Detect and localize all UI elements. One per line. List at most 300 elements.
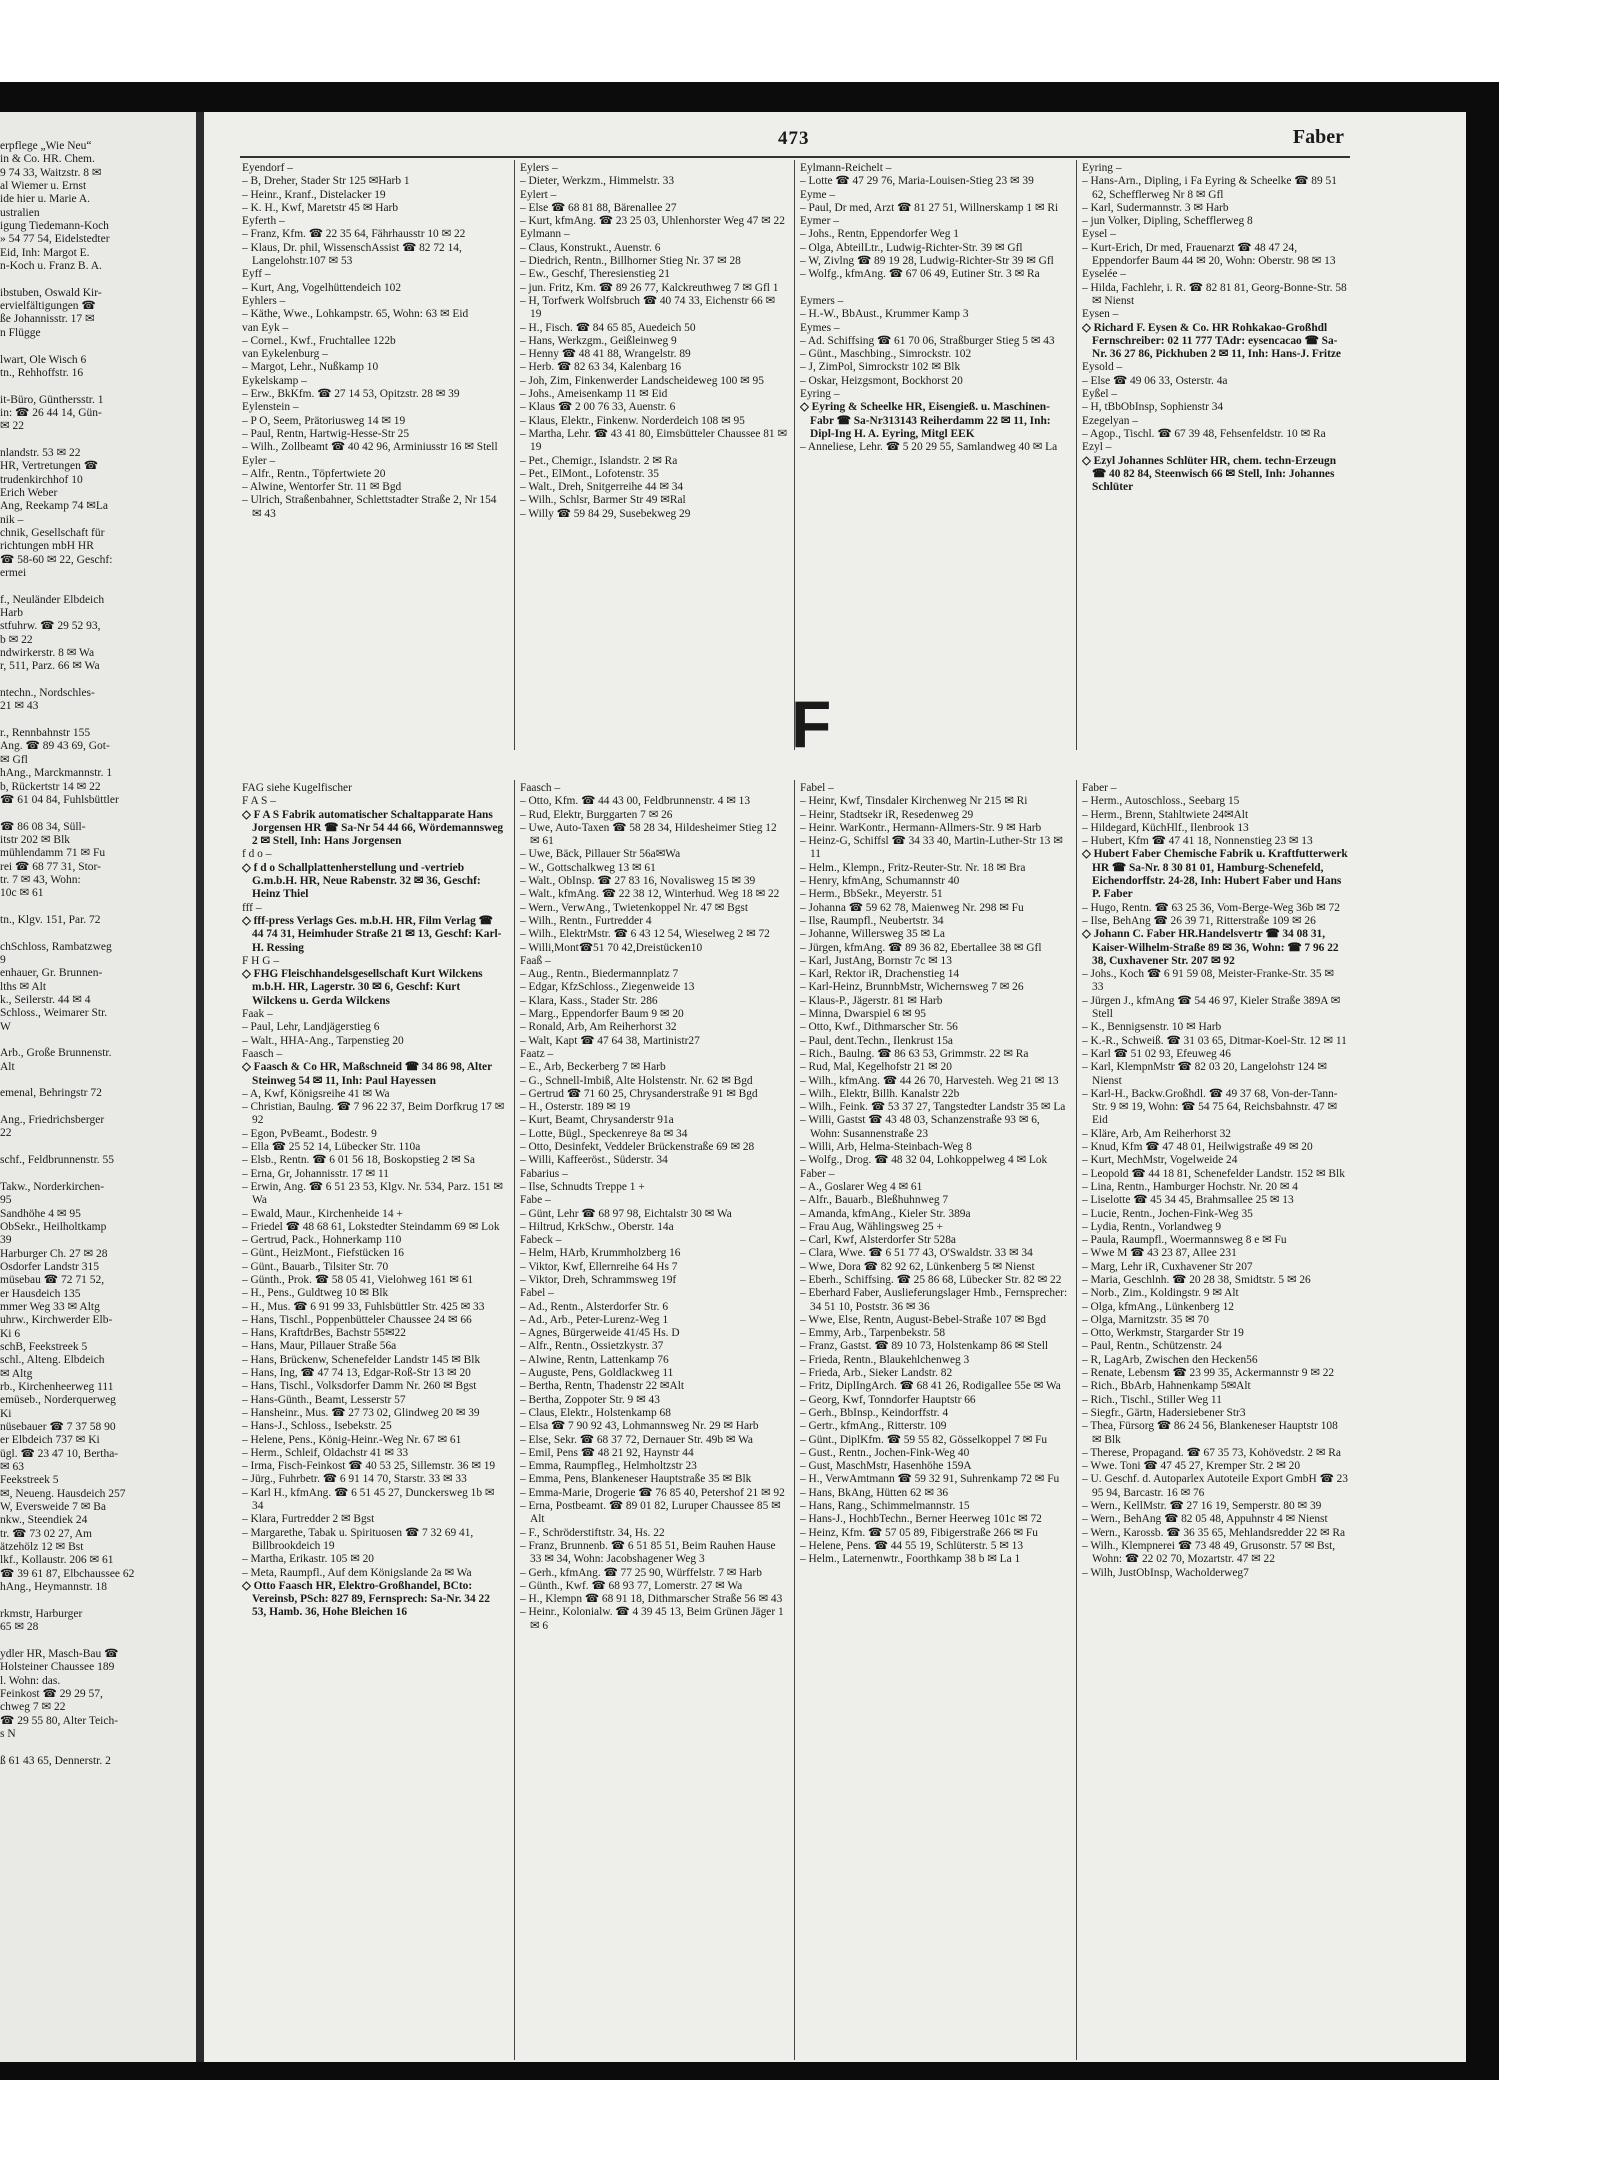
directory-entry: – Lydia, Rentn., Vorlandweg 9	[1082, 1220, 1222, 1233]
directory-entry: – Hans, Ing, ☎ 47 74 13, Edgar-Roß-Str 13 ✉ 20	[242, 1367, 471, 1380]
top-column-4	[1082, 162, 1348, 747]
directory-entry: – Gertrud, Pack., Hohnerkamp 110	[242, 1234, 402, 1247]
directory-entry: – W., Gottschalkweg 13 ✉ 61	[520, 861, 656, 874]
surname-heading: van Eykelenburg –	[242, 348, 328, 361]
firm-entry: ◇ Ezyl Johannes Schlüter HR, chem. techn-Erzeugn ☎ 40 82 84, Steenwisch 66 ✉ Stell, Inh: Johannes Schlüter	[1082, 454, 1337, 494]
directory-entry: – Karl H., kfmAng. ☎ 6 51 45 27, Dunckersweg 1b ✉ 34	[242, 1486, 495, 1513]
directory-entry: – Agop., Tischl. ☎ 67 39 48, Fehsenfeldstr. 10 ✉ Ra	[1082, 427, 1326, 440]
directory-entry	[0, 901, 196, 914]
directory-entry: rkmstr, Harburger	[0, 1607, 83, 1620]
surname-heading: Faber –	[1082, 782, 1117, 794]
directory-entry: – K. H., Kwf, Maretstr 45 ✉ Harb	[242, 201, 399, 214]
directory-entry: igung Tiedemann-Koch	[0, 220, 109, 233]
directory-entry: – Wilh., Zollbeamt ☎ 40 42 96, Arminiusstr 16 ✉ Stell	[242, 441, 498, 454]
surname-heading: Eylers –	[520, 162, 558, 174]
directory-entry: – Heinz, Kfm. ☎ 57 05 89, Fibigerstraße 266 ✉ Fu	[800, 1526, 1038, 1539]
surname-heading: Faaß –	[520, 954, 551, 967]
directory-entry: l. Wohn: das.	[0, 1674, 61, 1687]
directory-entry: – Wwe, Else, Rentn, August-Bebel-Straße 107 ✉ Bgd	[800, 1313, 1046, 1326]
directory-entry: – Otto, Desinfekt, Veddeler Brückenstraße 69 ✉ 28	[520, 1141, 755, 1154]
column-divider	[1076, 160, 1077, 750]
directory-entry: – Johs., Rentn, Eppendorfer Weg 1	[800, 228, 959, 241]
directory-entry: uhrw., Kirchwerder Elb-	[0, 1314, 113, 1327]
surname-heading: Eylert –	[520, 188, 557, 201]
directory-entry: – Eberhard Faber, Auslieferungslager Hmb., Fernsprecher: 34 51 10, Poststr. 36 ✉ 36	[800, 1287, 1068, 1313]
directory-entry: – Helm., Klempn., Fritz-Reuter-Str. Nr. 18 ✉ Bra	[800, 861, 1026, 874]
surname-heading: f d o –	[242, 848, 272, 861]
surname-heading: Eykelskamp –	[242, 374, 307, 387]
directory-entry: – Gertr., kfmAng., Ritterstr. 109	[800, 1420, 947, 1433]
directory-entry: – Eberh., Schiffsing. ☎ 25 86 68, Lübecker Str. 82 ✉ 22	[800, 1273, 1062, 1286]
directory-entry: – Klaus, Elektr., Finkenw. Norderdeich 108 ✉ 95	[520, 414, 745, 427]
directory-entry: – Bertha, Rentn, Thadenstr 22 ✉Alt	[520, 1380, 685, 1393]
firm-entry: ◇ f d o Schallplattenherstellung und -vertrieb G.m.b.H. HR, Neue Rabenstr. 32 ✉ 36, Geschf: Heinz Thiel	[242, 861, 481, 901]
directory-entry: HR, Vertretungen ☎	[0, 460, 99, 473]
directory-entry: – Norb., Zim., Koldingstr. 9 ✉ Alt	[1082, 1287, 1239, 1300]
directory-entry: müsebau ☎ 72 71 52,	[0, 1274, 105, 1287]
directory-entry: – Henny ☎ 48 41 88, Wrangelstr. 89	[520, 348, 691, 361]
top-column-1	[242, 162, 507, 747]
directory-entry: – Erna, Gr, Johannisstr. 17 ✉ 11	[242, 1167, 389, 1180]
directory-entry: – Emmy, Arb., Tarpenbekstr. 58	[800, 1327, 946, 1340]
directory-entry: – Cornel., Kwf., Fruchtallee 122b	[242, 334, 396, 347]
directory-entry: ydler HR, Masch-Bau ☎	[0, 1647, 119, 1660]
directory-entry: – Paul, Rentn, Hartwig-Hesse-Str 25	[242, 427, 410, 440]
directory-entry	[0, 1167, 196, 1180]
directory-entry: – Joh, Zim, Finkenwerder Landscheideweg 100 ✉ 95	[520, 374, 764, 387]
directory-entry: schf., Feldbrunnenstr. 55	[0, 1154, 115, 1167]
directory-entry: – Walt., kfmAng. ☎ 22 38 12, Winterhud. Weg 18 ✉ 22	[520, 888, 780, 901]
directory-entry: – Meta, Raumpfl., Auf dem Königslande 2a ✉ Wa	[242, 1566, 472, 1579]
directory-entry: Alt	[0, 1060, 15, 1073]
directory-entry: FAG siehe Kugelfischer	[242, 782, 352, 794]
directory-entry: lkf., Kollaustr. 206 ✉ 61	[0, 1554, 114, 1567]
directory-entry: – Paul, Rentn., Schützenstr. 24	[1082, 1340, 1222, 1353]
directory-entry: – Pet., ElMont., Lofotenstr. 35	[520, 467, 659, 480]
directory-entry: n Flügge	[0, 326, 41, 339]
directory-entry: – Günt., HeizMont., Fiefstücken 16	[242, 1247, 404, 1260]
directory-entry: – Hugo, Rentn. ☎ 63 25 36, Vom-Berge-Weg 36b ✉ 72	[1082, 901, 1340, 914]
directory-entry: – U. Geschf. d. Autoparlex Autoteile Export GmbH ☎ 23 95 94, Barcastr. 16 ✉ 76	[1082, 1473, 1348, 1499]
directory-entry: – Hans, Tischl., Volksdorfer Damm Nr. 260 ✉ Bgst	[242, 1380, 477, 1393]
directory-entry: – Otto, Kwf., Dithmarscher Str. 56	[800, 1021, 958, 1034]
directory-entry: – Claus, Konstrukt., Auenstr. 6	[520, 241, 661, 254]
directory-entry: schB, Feekstreek 5	[0, 1340, 88, 1353]
directory-entry: – A., Goslarer Weg 4 ✉ 61	[800, 1180, 923, 1193]
directory-entry: ☎ 39 61 87, Elbchaussee 62	[0, 1567, 135, 1580]
directory-entry: – Karl-H., Backw.Großhdl. ☎ 49 37 68, Von-der-Tann-Str. 9 ✉ 19, Wohn: ☎ 54 75 64, Reichsbahnstr. 47 ✉ Eid	[1082, 1087, 1338, 1127]
directory-entry: Erich Weber	[0, 486, 58, 499]
directory-entry	[0, 1141, 196, 1154]
directory-entry: – Elsa ☎ 7 90 92 43, Lohmannsweg Nr. 29 ✉ Harb	[520, 1420, 759, 1433]
directory-entry: – Heinr, Stadtsekr iR, Resedenweg 29	[800, 808, 974, 821]
directory-entry: – Gertrud ☎ 71 60 25, Chrysanderstraße 91 ✉ Bgd	[520, 1087, 758, 1100]
directory-entry: 39	[0, 1234, 12, 1247]
directory-entry: 10c ✉ 61	[0, 887, 44, 900]
directory-entry: – Günt., Bauarb., Tilsiter Str. 70	[242, 1260, 389, 1273]
surname-heading: Eylmann –	[520, 228, 570, 241]
surname-heading: F H G –	[242, 954, 280, 967]
directory-entry: – A, Kwf, Königsreihe 41 ✉ Wa	[242, 1087, 390, 1100]
directory-entry: – H., Osterstr. 189 ✉ 19	[520, 1101, 631, 1114]
running-head: Faber	[1292, 126, 1344, 148]
surname-heading: Eyff –	[242, 268, 271, 281]
directory-entry: – Ronald, Arb, Am Reiherhorst 32	[520, 1021, 677, 1034]
column-divider	[794, 780, 795, 2060]
bottom-column-2	[520, 782, 788, 2057]
surname-heading: Faber –	[800, 1167, 835, 1180]
directory-entry: – Rud, Elektr, Burggarten 7 ✉ 26	[520, 808, 673, 821]
directory-entry: stfuhrw. ☎ 29 52 93,	[0, 620, 101, 633]
column-divider	[514, 160, 515, 750]
directory-entry: – H, Torfwerk Wolfsbruch ☎ 40 74 33, Eichenstr 66 ✉ 19	[520, 294, 776, 321]
directory-entry	[0, 1101, 196, 1114]
directory-entry: – R, LagArb, Zwischen den Hecken56	[1082, 1353, 1258, 1366]
directory-entry: 9 74 33, Waitzstr. 8 ✉	[0, 166, 102, 179]
directory-entry: – Hans, Brückenw, Schenefelder Landstr 145 ✉ Blk	[242, 1353, 481, 1366]
directory-entry: – Helm., Laternenwtr., Foorthkamp 38 b ✉ La 1	[800, 1553, 1021, 1566]
page-number: 473	[778, 128, 810, 149]
directory-entry: tn., Klgv. 151, Par. 72	[0, 913, 101, 926]
directory-entry: chnik, Gesellschaft für	[0, 526, 105, 539]
directory-entry: – H., VerwAmtmann ☎ 59 32 91, Suhrenkamp 72 ✉ Fu	[800, 1473, 1060, 1486]
directory-entry: ustralien	[0, 206, 40, 219]
firm-entry: ◇ Otto Faasch HR, Elektro-Großhandel, BCto: Vereinsb, PSch: 827 89, Fernsprech: Sa-Nr. 34 22 53, Hamb. 36, Hohe Bleichen 16	[242, 1579, 490, 1619]
directory-entry	[0, 273, 196, 286]
directory-entry: – Heinr., Kranf., Distelacker 19	[242, 188, 386, 201]
directory-entry: – Hans, Rang., Schimmelmannstr. 15	[800, 1500, 970, 1513]
directory-entry: – Heinz-G, Schiffsl ☎ 34 33 40, Martin-Luther-Str 13 ✉ 11	[800, 835, 1063, 861]
column-divider	[1076, 780, 1077, 2060]
directory-entry: k., Seilerstr. 44 ✉ 4	[0, 994, 91, 1006]
directory-entry: – Amanda, kfmAng., Kieler Str. 389a	[800, 1207, 971, 1220]
directory-entry: – Kurt, MechMstr, Vogelweide 24	[1082, 1154, 1238, 1167]
directory-entry: – Margot, Lehr., Nußkamp 10	[242, 361, 379, 374]
directory-entry: enhauer, Gr. Brunnen-	[0, 967, 103, 980]
left-page-fragment	[0, 112, 196, 2062]
section-letter: F	[791, 687, 832, 761]
directory-entry: – Kläre, Arb, Am Reiherhorst 32	[1082, 1127, 1232, 1140]
directory-entry: – H., Pens., Guldtweg 10 ✉ Blk	[242, 1287, 389, 1300]
directory-entry: – Gust, MaschMstr, Hasenhöhe 159A	[800, 1460, 972, 1473]
directory-entry: ibstuben, Oswald Kir-	[0, 286, 102, 299]
header-rule	[240, 156, 1350, 158]
column-divider	[794, 160, 795, 750]
directory-entry: 9	[0, 953, 6, 966]
directory-entry: s N	[0, 1727, 16, 1740]
directory-entry: – Paula, Raumpfl., Woermannsweg 8 e ✉ Fu	[1082, 1234, 1287, 1247]
directory-entry: lwart, Ole Wisch 6	[0, 353, 87, 366]
surname-heading: Faatz –	[520, 1047, 554, 1060]
directory-entry: – Herm., BbSekr., Meyerstr. 51	[800, 888, 943, 901]
directory-entry: ße Johannisstr. 17 ✉	[0, 313, 95, 326]
directory-entry: – Gerh., BbInsp., Keindorffstr. 4	[800, 1406, 949, 1419]
directory-entry: – Rich., BbArb, Hahnenkamp 5✉Alt	[1082, 1380, 1251, 1393]
surname-heading: Fabe –	[520, 1194, 551, 1207]
firm-entry: ◇ F A S Fabrik automatischer Schaltapparate Hans Jorgensen HR ☎ Sa-Nr 54 44 66, Wördemannsweg 2 ✉ Stell, Inh: Hans Jorgensen	[242, 808, 504, 848]
directory-entry: Harburger Ch. 27 ✉ 28	[0, 1247, 108, 1260]
directory-entry: tr. ☎ 73 02 27, Am	[0, 1527, 92, 1540]
directory-entry: al Wiemer u. Ernst	[0, 180, 87, 193]
directory-entry: – H, tBbObInsp, Sophienstr 34	[1082, 401, 1224, 414]
directory-entry: – Karl, KlempnMstr ☎ 82 03 20, Langelohstr 124 ✉ Nienst	[1082, 1061, 1327, 1087]
directory-entry: – Wwe. Toni ☎ 47 45 27, Kremper Str. 2 ✉ 20	[1082, 1460, 1301, 1473]
directory-entry: richtungen mbH HR	[0, 540, 94, 553]
firm-entry: ◇ fff-press Verlags Ges. m.b.H. HR, Film Verlag ☎ 44 74 31, Heimhuder Straße 21 ✉ 13, Geschf: Karl-H. Ressing	[242, 914, 502, 954]
directory-entry: Holsteiner Chaussee 189	[0, 1661, 115, 1674]
directory-entry: – Karl, Rektor iR, Drachenstieg 14	[800, 968, 960, 981]
directory-entry: – Wilh., kfmAng. ☎ 44 26 70, Harvestеh. Weg 21 ✉ 13	[800, 1074, 1059, 1087]
directory-entry: – Hiltrud, KrkSchw., Oberstr. 14a	[520, 1220, 674, 1233]
surname-heading: nik –	[0, 513, 24, 526]
directory-entry: – Wolfg., Drog. ☎ 48 32 04, Lohkoppelweg 4 ✉ Lok	[800, 1154, 1048, 1167]
directory-entry: – Herm., Schleif, Oldachstr 41 ✉ 33	[242, 1446, 409, 1459]
surname-heading: Eysel –	[1082, 228, 1116, 241]
directory-entry: ObSekr., Heilholtkamp	[0, 1220, 107, 1233]
directory-entry: – Egon, PvBeamt., Bodestr. 9	[242, 1127, 377, 1140]
directory-entry: – Walt., Dreh, Snitgerreihe 44 ✉ 34	[520, 481, 684, 494]
directory-entry: – Johs., Koch ☎ 6 91 59 08, Meister-Franke-Str. 35 ✉ 33	[1082, 968, 1334, 994]
directory-entry: – Minna, Dwarspiel 6 ✉ 95	[800, 1008, 926, 1021]
directory-entry: 95	[0, 1194, 12, 1207]
directory-entry: – Kurt, Beamt, Chrysanderstr 91a	[520, 1114, 674, 1127]
directory-entry: Harb	[0, 607, 23, 620]
directory-entry: – Kurt, Ang, Vogelhüttendeich 102	[242, 281, 402, 294]
directory-entry: – Emil, Pens ☎ 48 21 92, Haynstr 44	[520, 1446, 694, 1459]
directory-entry: – Ilse, BehAng ☎ 26 39 71, Ritterstraße 109 ✉ 26	[1082, 914, 1316, 927]
directory-entry: 65 ✉ 28	[0, 1621, 39, 1634]
directory-entry: – Liselotte ☎ 45 34 45, Brahmsallee 25 ✉ 13	[1082, 1194, 1294, 1207]
directory-entry: – Günth., Prok. ☎ 58 05 41, Vielohweg 161 ✉ 61	[242, 1273, 474, 1286]
directory-entry: – Johs., Ameisenkamp 11 ✉ Eid	[520, 388, 668, 401]
directory-entry: – Marg., Eppendorfer Baum 9 ✉ 20	[520, 1008, 684, 1021]
surname-heading: Eyhlers –	[242, 294, 286, 307]
directory-entry: – Rich., Baulng. ☎ 86 63 53, Grimmstr. 22 ✉ Ra	[800, 1047, 1029, 1060]
directory-entry: trudenkirchhof 10	[0, 473, 83, 486]
directory-entry: – Wilh., ElektrMstr. ☎ 6 43 12 54, Wieselweg 2 ✉ 72	[520, 928, 770, 941]
directory-page	[204, 112, 1466, 2062]
directory-entry: – Hansheinr., Mus. ☎ 27 73 02, Glindweg 20 ✉ 39	[242, 1406, 480, 1419]
directory-entry: – Rich., Tischl., Stiller Weg 11	[1082, 1393, 1222, 1406]
directory-entry: – Diedrich, Rentn., Billhorner Stieg Nr. 37 ✉ 28	[520, 255, 741, 268]
directory-entry: – W, Zivlng ☎ 89 19 28, Ludwig-Richter-Str 39 ✉ Gfl	[800, 255, 1054, 268]
directory-entry: – Hans, BkAng, Hütten 62 ✉ 36	[800, 1486, 949, 1499]
directory-entry: – Therese, Propagand. ☎ 67 35 73, Kohövedstr. 2 ✉ Ra	[1082, 1446, 1341, 1459]
book-gutter	[196, 112, 204, 2062]
directory-entry: – Karl-Heinz, BrunnbMstr, Wichernsweg 7 ✉ 26	[800, 981, 1024, 994]
directory-entry: – Friedel ☎ 48 68 61, Lokstedter Steindamm 69 ✉ Lok	[242, 1220, 500, 1233]
directory-entry: – Wilh., Rentn., Furtredder 4	[520, 914, 652, 927]
directory-entry: r, 511, Parz. 66 ✉ Wa	[0, 660, 100, 673]
directory-entry: tn., Rehhoffstr. 16	[0, 366, 84, 379]
directory-entry	[0, 714, 196, 727]
directory-entry: – Otto, Werkmstr, Stargarder Str 19	[1082, 1327, 1244, 1340]
directory-entry: – H., Mus. ☎ 6 91 99 33, Fuhlsbüttler Str. 425 ✉ 33	[242, 1300, 485, 1313]
surname-heading: Eyferth –	[242, 215, 285, 228]
directory-entry: – Agnes, Bürgerweide 41/45 Hs. D	[520, 1327, 680, 1340]
directory-entry: n-Koch u. Franz B. A.	[0, 260, 102, 273]
directory-entry: erpflege „Wie Neu“	[0, 140, 92, 152]
directory-entry: – K.-R., Schweiß. ☎ 31 03 65, Ditmar-Koel-Str. 12 ✉ 11	[1082, 1034, 1347, 1047]
directory-entry: ügl. ☎ 23 47 10, Bertha-	[0, 1447, 119, 1460]
directory-entry: ervielfältigungen ☎	[0, 300, 96, 313]
directory-entry: – Maria, Geschlnh. ☎ 20 28 38, Smidtstr. 5 ✉ 26	[1082, 1273, 1311, 1286]
directory-entry: – Viktor, Dreh, Schrammsweg 19f	[520, 1273, 677, 1286]
directory-entry: – Walt., ObInsp. ☎ 27 83 16, Novalisweg 15 ✉ 39	[520, 875, 756, 888]
directory-entry: nüsebauer ☎ 7 37 58 90	[0, 1421, 116, 1433]
directory-entry: – Alfr., Rentn., Ossietzkystr. 37	[520, 1340, 664, 1353]
directory-entry: – Herm., Autoschloss., Seebarg 15	[1082, 795, 1240, 808]
directory-entry: – Lucie, Rentn., Jochen-Fink-Weg 35	[1082, 1207, 1253, 1220]
directory-entry: Ki	[0, 1407, 12, 1420]
directory-entry: – Else ☎ 49 06 33, Osterstr. 4a	[1082, 374, 1228, 387]
directory-entry: b, Rückertstr 14 ✉ 22	[0, 780, 101, 793]
directory-entry: – Uwe, Auto-Taxen ☎ 58 28 34, Hildesheimer Stieg 12 ✉ 61	[520, 821, 777, 848]
surname-heading: Fabel –	[800, 782, 834, 794]
directory-entry: emenal, Behringstr 72	[0, 1087, 102, 1100]
directory-entry: Ki 6	[0, 1327, 21, 1340]
directory-entry: – Franz, Kfm. ☎ 22 35 64, Fährhausstr 10 ✉ 22	[242, 228, 466, 241]
directory-entry: – Claus, Elektr., Holstenkamp 68	[520, 1406, 671, 1419]
directory-entry: – Uwe, Bäck, Pillauer Str 56a✉Wa	[520, 848, 681, 861]
directory-entry: – Ad., Arb., Peter-Lurenz-Weg 1	[520, 1313, 669, 1326]
directory-entry: – Klara, Furtredder 2 ✉ Bgst	[242, 1513, 375, 1526]
surname-heading: Faak –	[242, 1008, 273, 1021]
directory-entry: – Heinr. WarKontr., Hermann-Allmers-Str. 9 ✉ Harb	[800, 821, 1042, 834]
directory-entry: – Frieda, Arb., Sieker Landstr. 82	[800, 1367, 953, 1380]
directory-entry: – Wern., Karossb. ☎ 36 35 65, Mehlandsredder 22 ✉ Ra	[1082, 1526, 1346, 1539]
firm-entry: ◇ Eyring & Scheelke HR, Eisengieß. u. Maschinen-Fabr ☎ Sa-Nr313143 Reiherdamm 22 ✉ 11, Inh: Dipl-Ing H. A. Eyring, Mitgl EEK	[800, 401, 1051, 440]
directory-entry: – Alfr., Bauarb., Bleßhuhnweg 7	[800, 1194, 949, 1207]
directory-entry: – Hans-Arn., Dipling, i Fa Eyring & Scheelke ☎ 89 51 62, Schefflerweg Nr 8 ✉ Gfl	[1082, 175, 1337, 201]
directory-entry: – Helene, Pens. ☎ 44 55 19, Schlüterstr. 5 ✉ 13	[800, 1539, 1024, 1552]
directory-entry: – Käthe, Wwe., Lohkampstr. 65, Wohn: 63 ✉ Eid	[242, 308, 469, 321]
directory-entry: – Clara, Wwe. ☎ 6 51 77 43, O'Swaldstr. 33 ✉ 34	[800, 1247, 1033, 1260]
surname-heading: Fabel –	[520, 1287, 554, 1300]
directory-entry: – Jürgen, kfmAng. ☎ 89 36 82, Ebertallee 38 ✉ Gfl	[800, 941, 1042, 954]
directory-entry: – Willi, Arb, Helma-Steinbach-Weg 8	[800, 1141, 972, 1154]
directory-entry: – Walt., HHA-Ang., Tarpenstieg 20	[242, 1034, 404, 1047]
directory-entry: – F., Schröderstiftstr. 34, Hs. 22	[520, 1526, 665, 1539]
directory-entry: in: ☎ 26 44 14, Gün-	[0, 406, 102, 419]
directory-entry: Osdorfer Landstr 315	[0, 1260, 100, 1273]
directory-entry: – Jürg., Fuhrbetr. ☎ 6 91 14 70, Starstr. 33 ✉ 33	[242, 1473, 467, 1486]
directory-entry	[0, 927, 196, 940]
directory-entry	[0, 1594, 196, 1607]
directory-entry: – Hans, Werkzgm., Geißleinweg 9	[520, 334, 677, 347]
directory-entry: – Johanne, Willersweg 35 ✉ La	[800, 928, 945, 941]
directory-entry: Sandhöhe 4 ✉ 95	[0, 1207, 81, 1220]
directory-entry: – Kurt-Erich, Dr med, Frauenarzt ☎ 48 47 24, Eppendorfer Baum 44 ✉ 20, Wohn: Oberstr. 98 ✉ 13	[1082, 241, 1336, 268]
directory-entry: Ang. ☎ 89 43 69, Got-	[0, 740, 110, 753]
directory-entry: – Paul, Lehr, Landjägerstieg 6	[242, 1021, 380, 1034]
directory-entry: – Erw., BkKfm. ☎ 27 14 53, Opitzstr. 28 ✉ 39	[242, 388, 460, 401]
bottom-column-1	[242, 782, 507, 2057]
directory-entry: ntechn., Nordschles-	[0, 687, 95, 700]
surname-heading: Eymer –	[800, 215, 839, 228]
directory-entry: ✉ 63	[0, 1461, 25, 1474]
directory-entry: rb., Kirchenheerweg 111	[0, 1380, 114, 1393]
directory-entry: – P O, Seem, Prätoriusweg 14 ✉ 19	[242, 414, 406, 427]
directory-entry: – Heinr., Kolonialw. ☎ 4 39 45 13, Beim Grünen Jäger 1 ✉ 6	[520, 1606, 784, 1632]
directory-entry: – Renate, Lebensm ☎ 23 99 35, Ackermannstr 9 ✉ 22	[1082, 1367, 1335, 1380]
directory-entry: ☎ 61 04 84, Fuhlsbüttler	[0, 793, 119, 806]
top-column-3	[800, 162, 1070, 747]
directory-entry: » 54 77 54, Eidelstedter	[0, 233, 110, 246]
directory-entry: – Wilh., Klempnerei ☎ 73 48 49, Grusonstr. 57 ✉ Bst, Wohn: ☎ 22 02 70, Mozartstr. 47 ✉ 22	[1082, 1539, 1336, 1566]
directory-entry: it-Büro, Günthersstr. 1	[0, 393, 104, 406]
directory-entry: – Walt, Kapt ☎ 47 64 38, Martinistr27	[520, 1034, 700, 1047]
directory-entry: – Hildegard, KüchHlf., Ilenbrook 13	[1082, 821, 1249, 834]
surname-heading: Eyme –	[800, 188, 836, 201]
directory-entry: – jun Volker, Dipling, Schefflerweg 8	[1082, 215, 1253, 228]
directory-entry: – Ilse, Raumpfl., Neubertstr. 34	[800, 914, 944, 927]
directory-entry: – Knud, Kfm ☎ 47 48 01, Heilwigstraße 49 ✉ 20	[1082, 1141, 1313, 1154]
directory-entry: – Emma, Pens, Blankeneser Hauptstraße 35 ✉ Blk	[520, 1473, 752, 1486]
directory-entry: – B, Dreher, Stader Str 125 ✉Harb 1	[242, 175, 410, 188]
directory-entry: – Ella ☎ 25 52 14, Lübecker Str. 110a	[242, 1141, 421, 1154]
directory-entry: – Hans, Tischl., Poppenbütteler Chaussee 24 ✉ 66	[242, 1313, 472, 1326]
directory-entry: – Ilse, Schnudts Treppe 1 +	[520, 1180, 645, 1193]
directory-entry: Eid, Inh: Margot E.	[0, 246, 90, 259]
directory-entry: – Wern., VerwAng., Twietenkoppel Nr. 47 ✉ Bgst	[520, 901, 749, 914]
directory-entry: – Alwine, Wentorfer Str. 11 ✉ Bgd	[242, 481, 402, 494]
directory-entry: – Heinr, Kwf, Tinsdaler Kirchenweg Nr 215 ✉ Ri	[800, 795, 1028, 808]
directory-entry: – Willy ☎ 59 84 29, Susebekweg 29	[520, 507, 691, 520]
directory-entry	[0, 580, 196, 593]
directory-entry: – Klaus-P., Jägerstr. 81 ✉ Harb	[800, 994, 943, 1007]
surname-heading: Eymes –	[800, 321, 840, 334]
directory-entry: – Hans-J., Schloss., Isebekstr. 25	[242, 1420, 392, 1433]
directory-entry: – Margarethe, Tabak u. Spirituosen ☎ 7 32 69 41, Billbrookdeich 19	[242, 1526, 474, 1552]
directory-entry: chweg 7 ✉ 22	[0, 1701, 66, 1714]
directory-entry: – Bertha, Zoppoter Str. 9 ✉ 43	[520, 1393, 660, 1406]
directory-entry	[0, 340, 196, 353]
surname-heading: Fabeck –	[520, 1234, 562, 1247]
surname-heading: Eylmann-Reichelt –	[800, 162, 892, 174]
directory-entry: ermei	[0, 567, 27, 579]
surname-heading: Eyring –	[1082, 162, 1122, 174]
directory-entry: – Wern., BehAng ☎ 82 05 48, Appuhnstr 4 ✉ Nienst	[1082, 1513, 1328, 1526]
directory-entry: Ang, Reekamp 74 ✉La	[0, 500, 108, 513]
directory-entry: – Olga, Marnitzstr. 35 ✉ 70	[1082, 1313, 1209, 1326]
directory-entry: – Aug., Rentn., Biedermannplatz 7	[520, 968, 679, 981]
directory-entry: 21 ✉ 43	[0, 700, 39, 713]
directory-entry: – Otto, Kfm. ☎ 44 43 00, Feldbrunnenstr. 4 ✉ 13	[520, 795, 751, 808]
directory-entry: – J, ZimPol, Simrockstr 102 ✉ Blk	[800, 361, 961, 374]
directory-entry: – Klaus ☎ 2 00 76 33, Auenstr. 6	[520, 401, 676, 414]
directory-entry: – Paul, Dr med, Arzt ☎ 81 27 51, Willnerskamp 1 ✉ Ri	[800, 201, 1059, 214]
surname-heading: Eyendorf –	[242, 162, 293, 174]
bottom-column-4	[1082, 782, 1348, 2057]
directory-entry: – Siegfr., Gärtn, Hadersiebener Str3	[1082, 1406, 1246, 1419]
directory-entry: ✉ Gfl	[0, 753, 28, 766]
directory-entry: – Erna, Postbeamt. ☎ 89 01 82, Luruper Chaussee 85 ✉ Alt	[520, 1500, 781, 1526]
directory-entry: ätzehölz 12 ✉ Bst	[0, 1541, 84, 1554]
surname-heading: F A S –	[242, 795, 276, 808]
directory-entry: – Lotte ☎ 47 29 76, Maria-Louisen-Stieg 23 ✉ 39	[800, 175, 1034, 188]
directory-entry: – Oskar, Heizgsmont, Bockhorst 20	[800, 374, 963, 387]
directory-entry: r., Rennbahnstr 155	[0, 727, 91, 740]
directory-entry: f., Neuländer Elbdeich	[0, 593, 105, 606]
directory-entry: itstr 202 ✉ Blk	[0, 833, 71, 846]
directory-entry: ✉ 22	[0, 420, 25, 433]
directory-entry: – Hubert, Kfm ☎ 47 41 18, Nonnenstieg 23 ✉ 13	[1082, 835, 1313, 848]
directory-entry	[0, 674, 196, 687]
directory-entry: – Karl, JustAng, Bornstr 7c ✉ 13	[800, 954, 952, 967]
directory-entry: – Irma, Fisch-Feinkost ☎ 40 53 25, Sillemstr. 36 ✉ 19	[242, 1460, 496, 1473]
surname-heading: Eyselée –	[1082, 268, 1126, 281]
